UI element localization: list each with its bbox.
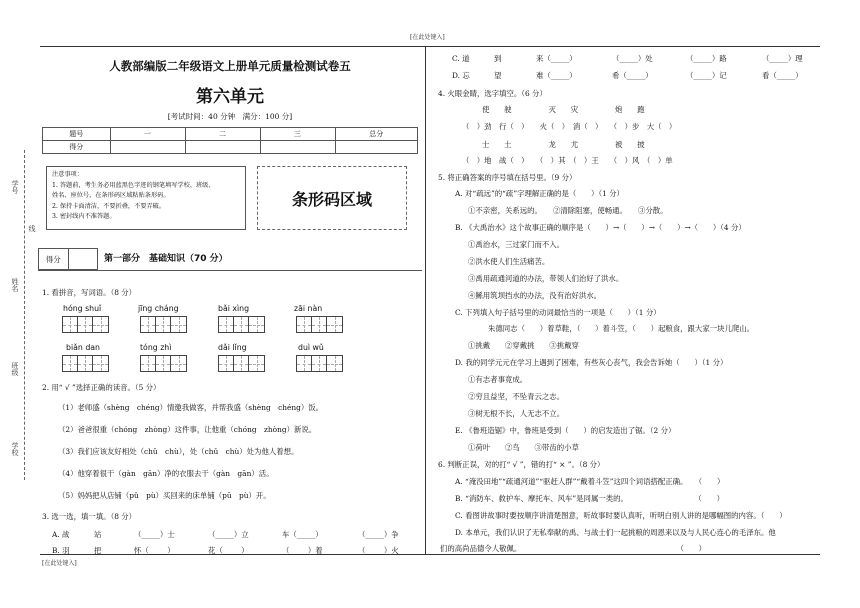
q3-row-c: [452, 53, 803, 64]
q6-item[interactable]: 们的高尚品德令人敬佩。 （ ）: [440, 544, 707, 553]
q3-cell: 把: [94, 546, 102, 555]
q3-blank[interactable]: 难（_____）: [536, 71, 577, 80]
score-table-input[interactable]: [185, 141, 260, 154]
q3-cell: C. 道: [452, 54, 470, 63]
side-label-xian: 线: [28, 225, 36, 232]
score-table-cell: 三: [260, 128, 335, 141]
q5-line: E. 《鲁班造锯》中，鲁班是受到（ ）的启发造出了锯。（2 分）: [455, 426, 676, 435]
q4-blanks[interactable]: （ ）地 战（ ） （ ）其 （ ）王 （ ）风 （ ）单: [462, 156, 673, 165]
seal-line: [24, 150, 25, 480]
q2-item[interactable]: （2）爸爸很重（chóng zhòng）这件事，让他重（chóng zhòng）新说。: [58, 425, 317, 434]
pinyin: biǎn dan: [66, 343, 100, 352]
q3-blank[interactable]: （_____）立: [208, 530, 249, 539]
pinyin: hóng shuǐ: [63, 304, 102, 313]
q3-cell: 望: [494, 71, 502, 80]
footer-note: [在此处键入]: [42, 560, 77, 567]
q5-line: ①不亲密，关系远的。 ②清除阻塞，使畅通。 ③分散。: [468, 206, 668, 215]
q3-cell: 站: [94, 530, 102, 539]
pinyin: zāi nàn: [294, 304, 323, 313]
writing-grid[interactable]: [218, 316, 265, 333]
q3-blank[interactable]: 车（_____）: [282, 530, 323, 539]
q5-line: ①荷叶 ②鸟 ③带齿的小草: [468, 443, 579, 452]
q1-title: 1. 看拼音，写词语。（8 分）: [42, 288, 137, 297]
header-note: [在此处键入]: [410, 34, 445, 41]
q6-title: 6. 判断正误，对的打“ √ ”，错的打“ × ”。（8 分）: [438, 460, 605, 469]
q5-line: ③树无根不长，人无志不立。: [468, 409, 565, 418]
q5-line: C. 下列填入句子括号里的动词最恰当的一项是（ ）（1 分）: [455, 308, 661, 317]
exam-info: [考试时间：40 分钟 满分：100 分]: [167, 112, 293, 121]
q3-title: 3. 选一选，填一填。（8 分）: [42, 512, 137, 521]
pinyin: duì wǔ: [298, 343, 324, 352]
q3-row-d: [452, 70, 803, 81]
q3-cell: D. 忘: [452, 71, 470, 80]
column-divider: [425, 46, 426, 554]
q4-chars: 使 驶 灭 灾 炮 跑: [482, 105, 645, 114]
side-label-xuexiao: 学校: [11, 442, 19, 456]
q5-line: ①挑戴 ②穿戴挑 ③挑戴穿: [468, 341, 579, 350]
writing-grid[interactable]: [140, 316, 187, 333]
q3-blank[interactable]: （_____）火: [358, 546, 399, 555]
q3-cell: B. 羽: [52, 546, 70, 555]
score-table-input[interactable]: [335, 141, 418, 154]
pinyin: tóng zhì: [140, 343, 172, 352]
pinyin: bǎi xìng: [218, 304, 250, 313]
q2-title: 2. 用“ √ ”选择正确的读音。（5 分）: [42, 383, 161, 392]
q3-blank[interactable]: （_____）记: [686, 71, 727, 80]
q6-item: D. 本单元，我们认识了无私奉献的禹、与战士们一起挑粮的周恩来以及与人民心连心的毛泽东。他: [455, 528, 776, 537]
q3-blank[interactable]: 来（_____）: [536, 54, 577, 63]
writing-grid[interactable]: [62, 355, 109, 372]
q3-blank[interactable]: （_____）理: [762, 54, 803, 63]
part1-score-box: [38, 248, 98, 270]
score-table-input[interactable]: [260, 141, 335, 154]
side-label-banji: 班级: [11, 362, 19, 376]
q5-line: ③禹用疏通河道的办法，带领人们治好了洪水。: [468, 274, 624, 283]
q5-line: A. 对“疏远”的“疏”字理解正确的是（ ）（1 分）: [455, 189, 624, 198]
q5-line: 朱德同志（ ）着草鞋，（ ）着斗笠，（ ）起粮食，跟大家一块儿爬山。: [488, 324, 755, 333]
score-label: 得分: [39, 249, 69, 269]
q3-blank[interactable]: 看（_____）: [762, 71, 803, 80]
score-table-cell: 得分: [43, 141, 111, 154]
q5-line: ①禹治水，三过家门而不入。: [468, 240, 565, 249]
unit-title: 第六单元: [196, 87, 264, 107]
q5-line: ①有志者事竟成。: [468, 375, 528, 384]
q4-title: 4. 火眼金睛，选字填空。（6 分）: [438, 89, 547, 98]
q5-line: D. 我的同学元元在学习上遇到了困难，有些灰心丧气，我会告诉她（ ）（1 分）: [455, 358, 728, 367]
q2-item[interactable]: （1）老师盛（shèng chéng）情邀我做客，并帮我盛（shèng chéng）饭。: [58, 403, 324, 412]
score-table-cell: 总分: [335, 128, 418, 141]
q3-cell: 到: [494, 54, 502, 63]
q5-line: ④鲧用筑坝挡水的办法，没有治好洪水。: [468, 291, 602, 300]
notes-line: 姓名、座位号，在条形码区域粘贴条形码。: [52, 192, 170, 199]
score-input[interactable]: [69, 249, 98, 269]
part-rule: [38, 270, 422, 271]
q3-cell: A. 战: [52, 530, 70, 539]
q2-item[interactable]: （5）妈妈把从店铺（pǔ pù）买回来的床单铺（pū pù）开。: [58, 491, 271, 500]
pinyin: dǎi lǐng: [218, 343, 247, 352]
q5-line: B. 《大禹治水》这个故事正确的顺序是（ ）→（ ）→（ ）→（ ）（4 分）: [455, 223, 746, 232]
q3-blank[interactable]: （_____）处: [612, 54, 653, 63]
score-table: [42, 127, 418, 154]
q3-blank[interactable]: （_____）争: [358, 530, 399, 539]
writing-grid[interactable]: [218, 355, 265, 372]
q5-title: 5. 将正确答案的序号填在括号里。（9 分）: [438, 173, 577, 182]
writing-grid[interactable]: [140, 355, 187, 372]
side-label-xuehao: 学号: [11, 180, 19, 194]
pinyin: jīng cháng: [138, 304, 179, 313]
q3-row-b: [52, 545, 399, 556]
q3-blank[interactable]: 希（_____）: [612, 71, 653, 80]
notes-box: [46, 166, 246, 230]
writing-grid[interactable]: [296, 355, 343, 372]
notes-line: 注意事项：: [52, 171, 83, 178]
notes-line: 2. 保持卡面清洁，不要折叠，不要弄破。: [52, 202, 166, 210]
side-label-xingming: 姓名: [11, 278, 19, 292]
q3-blank[interactable]: 花（_____）: [208, 546, 249, 555]
q6-item[interactable]: C. 看图讲故事时要按顺序讲清楚图意，听故事时要认真听，听明白别人讲的是哪幅图的内容。（ ）: [455, 511, 787, 520]
q3-blank[interactable]: （_____）路: [686, 54, 727, 63]
q3-blank[interactable]: （_____）着: [282, 546, 323, 555]
q4-chars: 士 土 龙 尤 被 披: [482, 140, 645, 149]
writing-grid[interactable]: [296, 316, 343, 333]
q3-row-a: [52, 529, 399, 540]
q6-item[interactable]: B. “消防车、救护车、摩托车、风车”是同属一类的。 （ ）: [455, 494, 724, 503]
q3-blank[interactable]: （_____）士: [134, 530, 175, 539]
q4-blanks[interactable]: （ ）劲 行（ ） 火（ ） 消（ ） （ ）步 大（ ）: [462, 122, 677, 131]
notes-line: 3. 密封线内不准答题。: [52, 213, 116, 220]
score-table-input[interactable]: [110, 141, 185, 154]
notes-line: 1. 答题前，考生务必用蓝黑色字迹的钢笔填写学校、班级、: [52, 181, 215, 189]
q5-line: ②穷且益坚，不坠青云之志。: [468, 392, 565, 401]
score-table-cell: 二: [185, 128, 260, 141]
barcode-area: 条形码区域: [257, 166, 407, 230]
score-table-cell: 一: [110, 128, 185, 141]
q2-item[interactable]: （3）我们应该友好相处（chǔ chù），处（chǔ chù）处为他人着想。: [58, 447, 299, 456]
part1-heading: 第一部分 基础知识（70 分）: [104, 254, 228, 264]
top-rule: [40, 46, 820, 47]
writing-grid[interactable]: [62, 316, 109, 333]
q3-blank[interactable]: 怀（_____）: [134, 546, 175, 555]
score-table-cell: 题号: [43, 128, 111, 141]
q6-item[interactable]: A. “淹没田地”“疏通河道”“驱赶人群”“戴着斗笠”这四个词语搭配正确。 （ ）: [455, 477, 725, 486]
paper-title: 人教部编版二年级语文上册单元质量检测试卷五: [109, 59, 351, 73]
q5-line: ②洪水使人们生活痛苦。: [468, 257, 550, 266]
q2-item[interactable]: （4）他穿着很干（gàn gān）净的衣服去干（gàn gān）活。: [58, 469, 274, 478]
